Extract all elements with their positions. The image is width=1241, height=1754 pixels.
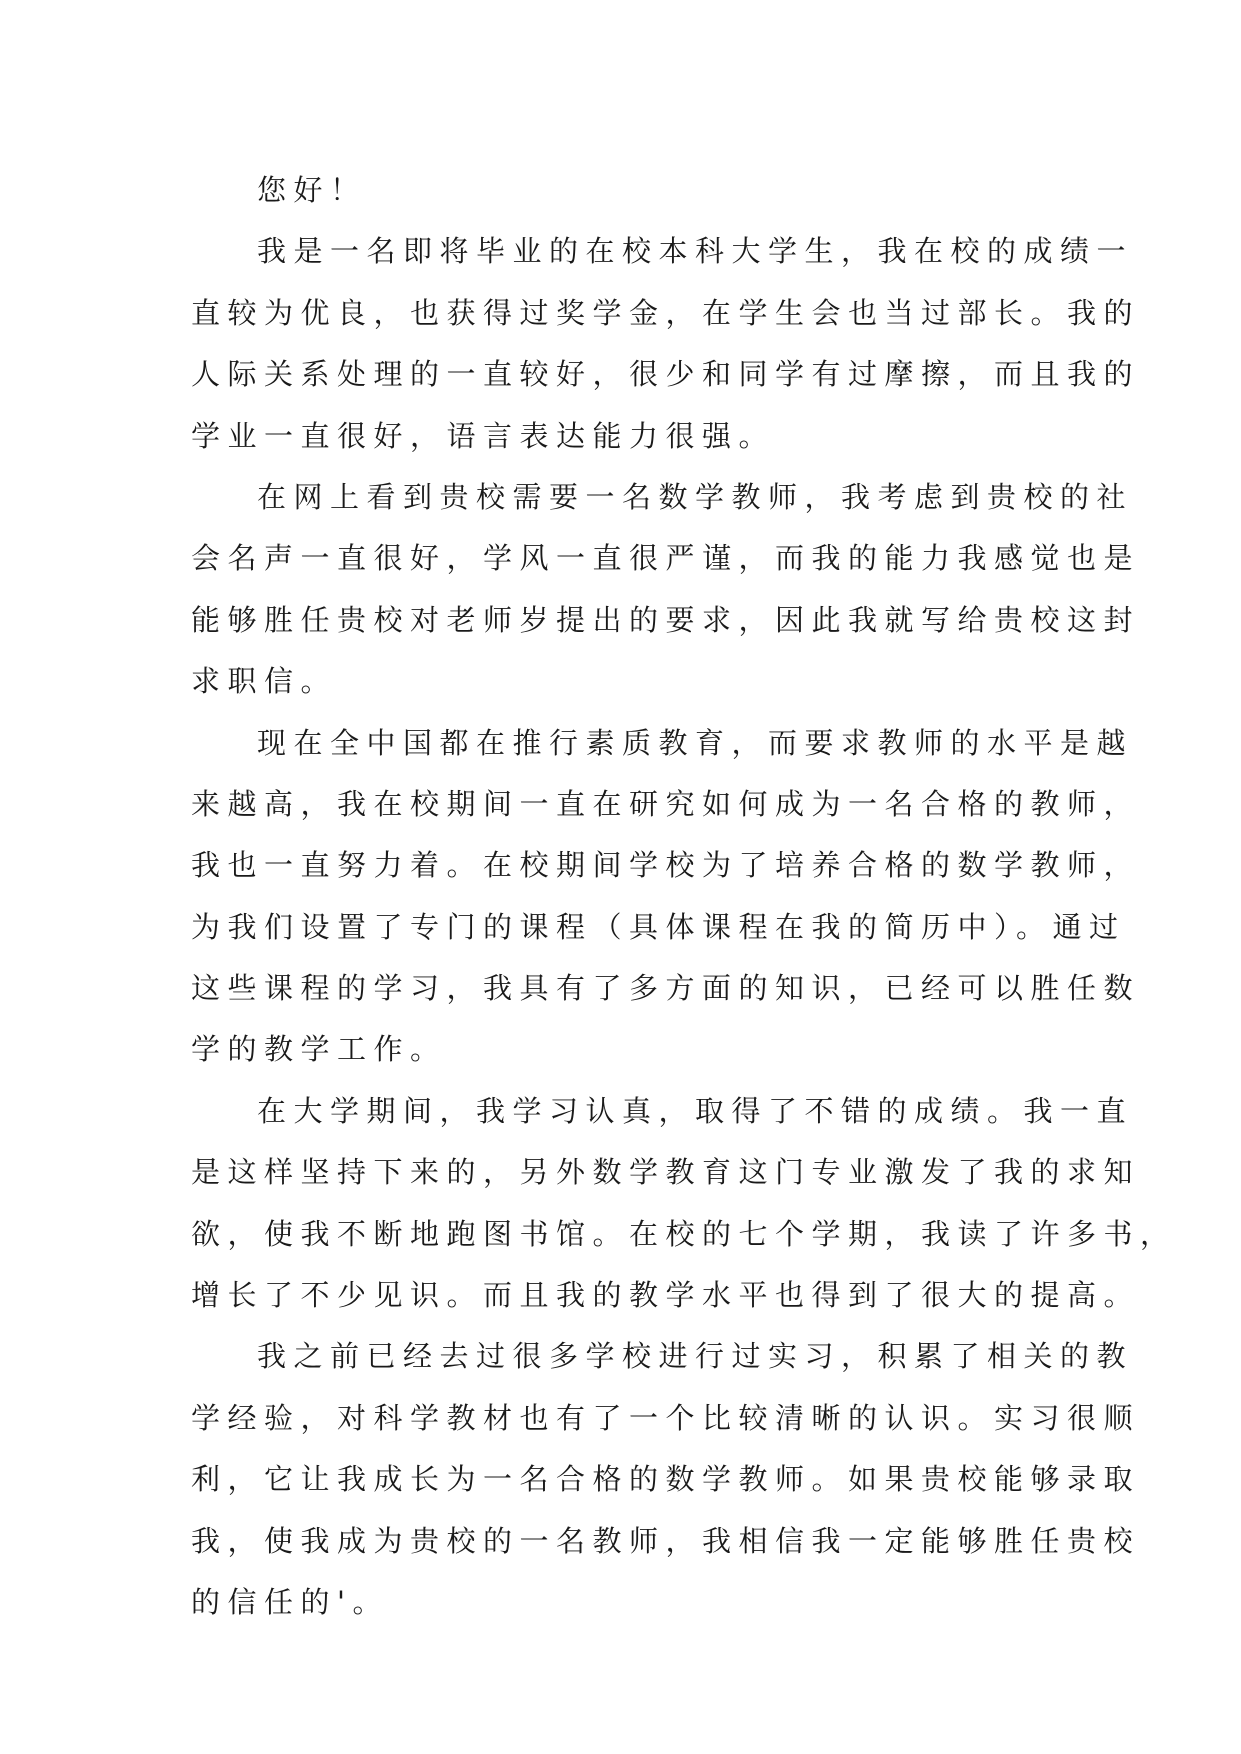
paragraph-line: 我也一直努力着。在校期间学校为了培养合格的数学教师， — [191, 848, 1141, 883]
paragraph-4 — [191, 1081, 1177, 1327]
paragraph-line: 在大学期间，我学习认真，取得了不错的成绩。我一直 — [257, 1093, 1134, 1128]
paragraph-line: 的信任的'。 — [191, 1584, 389, 1619]
paragraph-line: 会名声一直很好，学风一直很严谨，而我的能力我感觉也是 — [191, 541, 1141, 576]
paragraph-line: 利，它让我成长为一名合格的数学教师。如果贵校能够录取 — [191, 1462, 1141, 1497]
paragraph-line: 现在全中国都在推行素质教育，而要求教师的水平是越 — [257, 725, 1134, 760]
paragraph-line: 增长了不少见识。而且我的教学水平也得到了很大的提高。 — [191, 1278, 1141, 1313]
paragraph-line: 我，使我成为贵校的一名教师，我相信我一定能够胜任贵校 — [191, 1523, 1141, 1558]
paragraph-line: 我是一名即将毕业的在校本科大学生，我在校的成绩一 — [257, 234, 1134, 269]
letter-body — [191, 160, 1177, 1633]
paragraph-2 — [191, 467, 1141, 713]
paragraph-line: 这些课程的学习，我具有了多方面的知识，已经可以胜任数 — [191, 971, 1141, 1006]
paragraph-3 — [191, 713, 1141, 1081]
paragraph-line: 在网上看到贵校需要一名数学教师，我考虑到贵校的社 — [257, 479, 1134, 514]
paragraph-5 — [191, 1326, 1141, 1633]
paragraph-line: 欲，使我不断地跑图书馆。在校的七个学期，我读了许多书， — [191, 1216, 1177, 1251]
paragraph-line: 直较为优良，也获得过奖学金，在学生会也当过部长。我的 — [191, 295, 1141, 330]
greeting: 您好！ — [257, 173, 367, 207]
paragraph-line: 我之前已经去过很多学校进行过实习，积累了相关的教 — [257, 1339, 1134, 1374]
paragraph-line: 学经验，对科学教材也有了一个比较清晰的认识。实习很顺 — [191, 1400, 1141, 1435]
paragraph-line: 学的教学工作。 — [191, 1032, 447, 1067]
paragraph-line: 求职信。 — [191, 664, 338, 699]
paragraph-line: 是这样坚持下来的，另外数学教育这门专业激发了我的求知 — [191, 1155, 1141, 1190]
paragraph-line: 学业一直很好，语言表达能力很强。 — [191, 418, 776, 453]
paragraph-line: 为我们设置了专门的课程（具体课程在我的简历中）。通过 — [191, 909, 1126, 944]
paragraph-1 — [191, 221, 1141, 467]
paragraph-line: 能够胜任贵校对老师岁提出的要求，因此我就写给贵校这封 — [191, 602, 1141, 637]
paragraph-line: 人际关系处理的一直较好，很少和同学有过摩擦，而且我的 — [191, 357, 1141, 392]
paragraph-line: 来越高，我在校期间一直在研究如何成为一名合格的教师， — [191, 786, 1141, 821]
